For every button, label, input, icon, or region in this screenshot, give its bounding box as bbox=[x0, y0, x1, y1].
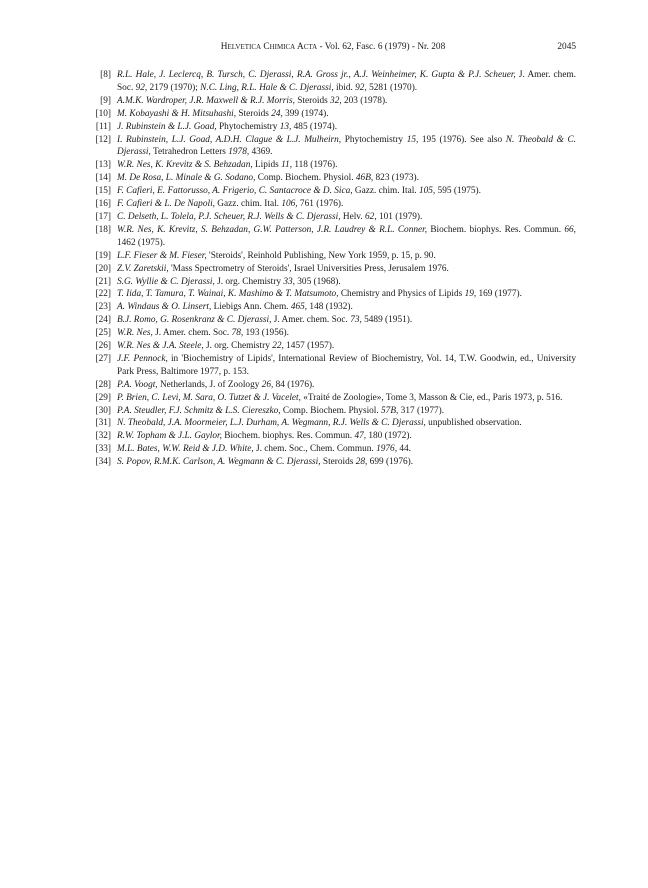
reference-italic-segment: N.C. Ling, R.L. Hale & C. Djerassi, bbox=[200, 82, 334, 93]
reference-number: [29] bbox=[95, 392, 111, 403]
reference-italic-segment: J.F. Pennock, bbox=[117, 353, 168, 364]
reference-segment: 101 (1979). bbox=[376, 211, 423, 222]
reference-italic-segment: W.R. Nes, K. Krevitz & S. Behzadan, bbox=[117, 160, 253, 171]
reference-segment: 118 (1976). bbox=[292, 160, 338, 171]
reference-segment: 180 (1972). bbox=[366, 431, 412, 442]
reference-italic-segment: P. Brien, C. Levi, M. Sara, O. Tutzet & J. Vacelet, bbox=[117, 392, 301, 403]
reference-segment: Biochem. biophys. Res. Commun. bbox=[221, 431, 355, 442]
reference-number: [28] bbox=[95, 379, 111, 390]
reference-segment: Steroids bbox=[320, 457, 356, 468]
reference-number: [33] bbox=[95, 444, 111, 455]
reference-item bbox=[90, 430, 576, 443]
reference-segment: Gazz. chim. Ital. bbox=[352, 186, 419, 197]
reference-segment: 203 (1978). bbox=[341, 95, 388, 106]
reference-text bbox=[117, 172, 576, 185]
reference-item bbox=[90, 224, 576, 250]
reference-italic-segment: 106, bbox=[281, 199, 298, 210]
reference-number: [34] bbox=[95, 457, 111, 468]
reference-italic-segment: L.F. Fieser & M. Fieser, bbox=[117, 250, 207, 261]
reference-text bbox=[117, 392, 576, 405]
reference-item bbox=[90, 108, 576, 121]
reference-item bbox=[90, 185, 576, 198]
reference-italic-segment: S.G. Wyllie & C. Djerassi, bbox=[117, 276, 215, 287]
reference-italic-segment: W.R. Nes, bbox=[117, 328, 153, 339]
reference-segment: 'Mass Spectrometry of Steroids', Israel Universities Press, Jerusalem 1976. bbox=[168, 263, 449, 274]
reference-italic-segment: 32, bbox=[330, 95, 342, 106]
reference-text bbox=[117, 159, 576, 172]
reference-segment: 84 (1976). bbox=[273, 379, 315, 390]
reference-text bbox=[117, 276, 576, 289]
reference-segment: J. Amer. chem. Soc. bbox=[271, 315, 351, 326]
journal-name: Helvetica Chimica Acta bbox=[220, 42, 318, 52]
reference-italic-segment: 57B, bbox=[381, 405, 399, 416]
reference-text bbox=[117, 353, 576, 379]
reference-segment: 1462 (1975). bbox=[117, 237, 166, 248]
reference-italic-segment: F. Cafieri, E. Fattorusso, A. Frigerio, C. Santacroce & D. Sica, bbox=[117, 186, 353, 197]
reference-segment: Steroids bbox=[294, 95, 331, 106]
reference-number: [23] bbox=[95, 302, 111, 313]
reference-italic-segment: N. Theobald & C. Djerassi, bbox=[117, 134, 576, 158]
reference-segment: Helv. bbox=[340, 211, 366, 222]
reference-segment: J. org. Chemistry bbox=[214, 276, 284, 287]
reference-number: [32] bbox=[95, 431, 111, 442]
reference-segment: 5489 (1951). bbox=[361, 315, 413, 326]
reference-italic-segment: B.J. Romo, G. Rosenkranz & C. Djerassi, bbox=[117, 315, 272, 326]
reference-item bbox=[90, 69, 576, 95]
reference-number: [21] bbox=[95, 276, 111, 287]
reference-italic-segment: 24, bbox=[271, 108, 283, 119]
reference-text bbox=[117, 250, 576, 263]
reference-item bbox=[90, 353, 576, 379]
reference-number: [10] bbox=[95, 108, 111, 119]
reference-segment: Lipids bbox=[252, 160, 282, 171]
reference-italic-segment: W.R. Nes, K. Krevitz, S. Behzadan, G.W. Patterson, J.R. Laudrey & R.L. Conner, bbox=[117, 224, 428, 235]
reference-item bbox=[90, 121, 576, 134]
reference-number: [11] bbox=[95, 121, 111, 132]
reference-text bbox=[117, 288, 576, 301]
journal-line bbox=[90, 42, 576, 52]
reference-text bbox=[117, 185, 576, 198]
reference-italic-segment: 47, bbox=[354, 431, 367, 442]
reference-item bbox=[90, 340, 576, 353]
reference-item bbox=[90, 172, 576, 185]
reference-italic-segment: C. Delseth, L. Tolela, P.J. Scheuer, R.J. Wells & C. Djerassi, bbox=[117, 211, 341, 222]
reference-item bbox=[90, 263, 576, 276]
reference-item bbox=[90, 443, 576, 456]
reference-segment: 1457 (1957). bbox=[283, 341, 335, 352]
reference-italic-segment: 15, bbox=[406, 134, 419, 145]
reference-italic-segment: 13, bbox=[279, 121, 292, 132]
reference-segment: J. Amer. chem. Soc. bbox=[152, 328, 232, 339]
reference-italic-segment: 1976, bbox=[376, 444, 398, 455]
reference-number: [13] bbox=[95, 160, 111, 171]
reference-italic-segment: R.W. Topham & J.L. Gaylor, bbox=[117, 431, 222, 442]
reference-italic-segment: 1978, bbox=[228, 147, 250, 158]
reference-text bbox=[117, 263, 576, 276]
reference-italic-segment: 465, bbox=[290, 302, 308, 313]
reference-segment: Comp. Biochem. Physiol. bbox=[255, 173, 356, 184]
reference-segment: Phytochemistry bbox=[341, 134, 407, 145]
reference-text bbox=[117, 456, 576, 469]
reference-segment: 761 (1976). bbox=[297, 199, 344, 210]
reference-number: [31] bbox=[95, 418, 111, 429]
reference-item bbox=[90, 417, 576, 430]
reference-italic-segment: M. De Rosa, L. Minale & G. Sodano, bbox=[117, 173, 256, 184]
reference-italic-segment: 28, bbox=[355, 457, 368, 468]
reference-italic-segment: 78, bbox=[231, 328, 244, 339]
reference-text bbox=[117, 108, 576, 121]
reference-item bbox=[90, 301, 576, 314]
reference-italic-segment: 92, bbox=[355, 82, 367, 93]
reference-text bbox=[117, 69, 576, 95]
reference-segment: 148 (1932). bbox=[307, 302, 353, 313]
reference-italic-segment: 62, bbox=[365, 211, 377, 222]
reference-italic-segment: 33, bbox=[283, 276, 295, 287]
reference-segment: 193 (1956). bbox=[243, 328, 289, 339]
reference-number: [19] bbox=[95, 250, 111, 261]
reference-text bbox=[117, 198, 576, 211]
reference-segment: 195 (1976). See also bbox=[418, 134, 506, 145]
reference-item bbox=[90, 456, 576, 469]
reference-italic-segment: 92, bbox=[135, 82, 148, 93]
reference-item bbox=[90, 288, 576, 301]
reference-segment: 4369. bbox=[249, 147, 273, 158]
reference-item bbox=[90, 134, 576, 160]
reference-text bbox=[117, 95, 576, 108]
reference-number: [22] bbox=[95, 289, 111, 300]
reference-number: [24] bbox=[95, 315, 111, 326]
reference-item bbox=[90, 159, 576, 172]
reference-segment: 169 (1977). bbox=[476, 289, 522, 300]
reference-segment: J. chem. Soc., Chem. Commun. bbox=[253, 444, 377, 455]
reference-number: [14] bbox=[95, 173, 111, 184]
reference-number: [26] bbox=[95, 341, 111, 352]
reference-number: [8] bbox=[100, 70, 111, 80]
reference-number: [12] bbox=[95, 134, 111, 145]
reference-italic-segment: N. Theobald, J.A. Moormeier, L.J. Durham, A. Wegmann, R.J. Wells & C. Djerassi, bbox=[117, 418, 426, 429]
reference-segment: Tetrahedron Letters bbox=[150, 147, 229, 158]
reference-italic-segment: 19, bbox=[464, 289, 477, 300]
reference-italic-segment: R.L. Hale, J. Leclercq, B. Tursch, C. Djerassi, R.A. Gross jr., A.J. Weinheimer, K. Gupta & P.J. Scheuer, bbox=[117, 70, 516, 80]
reference-segment: Gazz. chim. Ital. bbox=[214, 199, 282, 210]
reference-number: [9] bbox=[100, 95, 111, 106]
reference-text bbox=[117, 443, 576, 456]
reference-item bbox=[90, 211, 576, 224]
reference-text bbox=[117, 224, 576, 250]
reference-text bbox=[117, 314, 576, 327]
reference-item bbox=[90, 95, 576, 108]
reference-segment: 305 (1968). bbox=[294, 276, 341, 287]
reference-text bbox=[117, 417, 576, 430]
reference-text bbox=[117, 121, 576, 134]
reference-segment: 317 (1977). bbox=[398, 405, 445, 416]
reference-segment: J. org. Chemistry bbox=[203, 341, 273, 352]
reference-number: [16] bbox=[95, 199, 111, 210]
reference-segment: «Traité de Zoologie», Tome 3, Masson & Cie, ed., Paris 1973, p. 516. bbox=[300, 392, 563, 403]
reference-italic-segment: J. Rubinstein & L.J. Goad, bbox=[117, 121, 217, 132]
journal-issue: - Vol. 62, Fasc. 6 (1979) - Nr. 208 bbox=[317, 42, 446, 52]
reference-text bbox=[117, 211, 576, 224]
reference-segment: 'Steroids', Reinhold Publishing, New York 1959, p. 15, p. 90. bbox=[206, 250, 436, 261]
reference-italic-segment: M. Kobayashi & H. Mitsuhashi, bbox=[117, 108, 237, 119]
reference-text bbox=[117, 430, 576, 443]
reference-segment: 2179 (1970); bbox=[147, 82, 201, 93]
reference-list bbox=[90, 69, 576, 469]
reference-item bbox=[90, 198, 576, 211]
reference-italic-segment: 11, bbox=[281, 160, 293, 171]
reference-segment: in 'Biochemistry of Lipids', International Review of Biochemistry, Vol. 14, T.W. Goodwin, ed., University Park Press, Baltimore 1977, p. 153. bbox=[117, 353, 576, 377]
reference-segment: 485 (1974). bbox=[291, 121, 338, 132]
reference-item bbox=[90, 379, 576, 392]
reference-italic-segment: T. Iida, T. Tamura, T. Wainai, K. Mashimo & T. Matsumoto, bbox=[117, 289, 339, 300]
reference-italic-segment: 73, bbox=[350, 315, 362, 326]
reference-segment: 5281 (1970). bbox=[366, 82, 418, 93]
reference-italic-segment: 22, bbox=[272, 341, 284, 352]
reference-italic-segment: W.R. Nes & J.A. Steele, bbox=[117, 341, 204, 352]
reference-text bbox=[117, 379, 576, 392]
page-number: 2045 bbox=[557, 42, 576, 52]
reference-number: [17] bbox=[95, 211, 111, 222]
reference-item bbox=[90, 250, 576, 263]
reference-italic-segment: I. Rubinstein, L.J. Goad, A.D.H. Clague & L.J. Mulheirn, bbox=[117, 134, 342, 145]
reference-italic-segment: 26, bbox=[261, 379, 274, 390]
reference-text bbox=[117, 405, 576, 418]
reference-text bbox=[117, 301, 576, 314]
reference-segment: Netherlands, J. of Zoology bbox=[157, 379, 262, 390]
reference-segment: Biochem. biophys. Res. Commun. bbox=[427, 224, 565, 235]
reference-italic-segment: F. Cafieri & L. De Napoli, bbox=[117, 199, 215, 210]
reference-item bbox=[90, 327, 576, 340]
reference-item bbox=[90, 314, 576, 327]
reference-italic-segment: A.M.K. Wardroper, J.R. Maxwell & R.J. Morris, bbox=[117, 95, 295, 106]
reference-number: [27] bbox=[95, 353, 111, 364]
reference-italic-segment: M.L. Bates, W.W. Reid & J.D. White, bbox=[117, 444, 254, 455]
reference-item bbox=[90, 392, 576, 405]
reference-text bbox=[117, 134, 576, 160]
reference-item bbox=[90, 276, 576, 289]
reference-italic-segment: Z.V. Zaretskii, bbox=[117, 263, 169, 274]
reference-segment: Phytochemistry bbox=[216, 121, 280, 132]
running-header bbox=[90, 42, 576, 56]
reference-italic-segment: 105, bbox=[418, 186, 436, 197]
reference-italic-segment: A. Windaus & O. Linsert, bbox=[117, 302, 212, 313]
reference-italic-segment: 46B, bbox=[355, 173, 374, 184]
reference-italic-segment: P.A. Steudler, F.J. Schmitz & L.S. Ciereszko, bbox=[117, 405, 281, 416]
reference-segment: Comp. Biochem. Physiol. bbox=[280, 405, 382, 416]
reference-segment: Chemistry and Physics of Lipids bbox=[338, 289, 465, 300]
reference-number: [18] bbox=[95, 224, 111, 235]
reference-number: [30] bbox=[95, 405, 111, 416]
reference-segment: 44. bbox=[397, 444, 411, 455]
reference-segment: 399 (1974). bbox=[282, 108, 329, 119]
reference-segment: ibid. bbox=[333, 82, 356, 93]
reference-number: [20] bbox=[95, 263, 111, 274]
reference-number: [25] bbox=[95, 328, 111, 339]
reference-italic-segment: 66, bbox=[564, 224, 576, 235]
reference-italic-segment: P.A. Voogt, bbox=[117, 379, 158, 390]
reference-segment: J. Amer. chem. Soc. bbox=[117, 70, 576, 93]
reference-segment: 595 (1975). bbox=[435, 186, 481, 197]
reference-segment: 823 (1973). bbox=[373, 173, 419, 184]
reference-number: [15] bbox=[95, 186, 111, 197]
reference-item bbox=[90, 405, 576, 418]
reference-text bbox=[117, 327, 576, 340]
reference-segment: Liebigs Ann. Chem. bbox=[211, 302, 291, 313]
reference-italic-segment: S. Popov, R.M.K. Carlson, A. Wegmann & C. Djerassi, bbox=[117, 457, 321, 468]
reference-segment: unpublished observation. bbox=[425, 418, 522, 429]
reference-segment: 699 (1976). bbox=[367, 457, 414, 468]
reference-segment: Steroids bbox=[236, 108, 272, 119]
reference-text bbox=[117, 340, 576, 353]
